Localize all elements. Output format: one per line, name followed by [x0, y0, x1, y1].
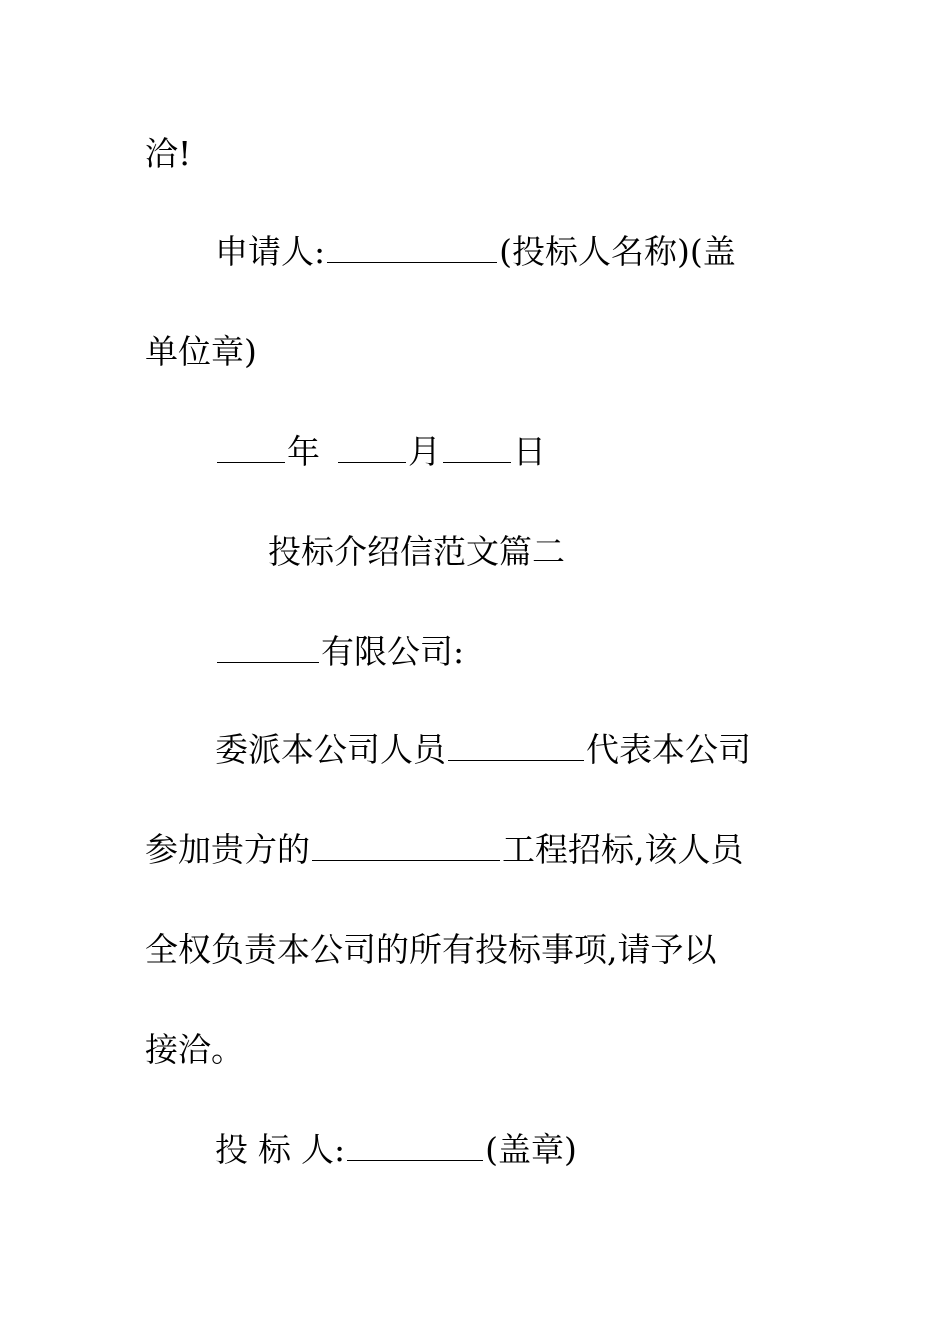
bidder-char-2: 标	[258, 1130, 291, 1169]
delegate-prefix: 委派本公司人员	[215, 730, 446, 769]
bidder-char-3: 人:	[301, 1130, 346, 1169]
line-text: 接洽。	[145, 1030, 244, 1069]
applicant-blank[interactable]	[327, 232, 497, 263]
bidder-blank[interactable]	[347, 1130, 483, 1161]
bidder-seal-note: (盖章)	[485, 1130, 577, 1169]
project-suffix: 工程招标,该人员	[502, 830, 744, 869]
company-blank[interactable]	[217, 632, 319, 663]
day-label: 日	[513, 432, 546, 471]
year-label: 年	[287, 432, 320, 471]
date-line	[215, 432, 895, 472]
delegate-line	[215, 730, 895, 770]
month-label: 月	[408, 432, 441, 471]
year-blank[interactable]	[217, 432, 285, 463]
company-label: 有限公司:	[321, 632, 465, 671]
applicant-line	[215, 232, 895, 272]
applicant-note: (投标人名称)(盖	[499, 232, 736, 271]
bidder-char-1: 投	[215, 1130, 248, 1169]
text-line	[145, 332, 825, 372]
project-line	[145, 830, 825, 870]
delegate-suffix: 代表本公司	[586, 730, 751, 769]
month-blank[interactable]	[338, 432, 406, 463]
bidder-line	[215, 1130, 895, 1170]
line-text: 单位章)	[145, 332, 257, 371]
section-title-text: 投标介绍信范文篇二	[268, 532, 565, 571]
line-text: 洽!	[145, 134, 192, 173]
delegate-blank[interactable]	[448, 730, 584, 761]
company-line	[215, 632, 895, 672]
project-blank[interactable]	[312, 830, 500, 861]
line-text: 全权负责本公司的所有投标事项,请予以	[145, 930, 717, 969]
text-line	[145, 930, 825, 970]
applicant-label: 申请人:	[215, 232, 326, 271]
section-title	[268, 532, 948, 572]
text-line	[145, 1030, 825, 1070]
text-line	[145, 134, 825, 174]
day-blank[interactable]	[443, 432, 511, 463]
project-prefix: 参加贵方的	[145, 830, 310, 869]
